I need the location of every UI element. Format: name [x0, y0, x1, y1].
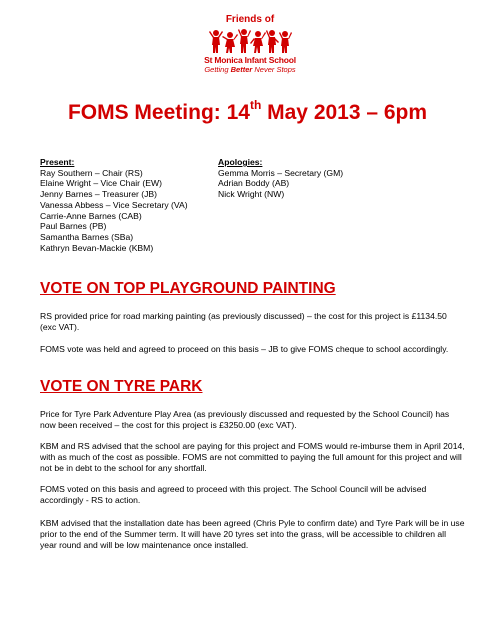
apologies-heading: Apologies:	[218, 157, 263, 167]
attendee: Ray Southern – Chair (RS)	[40, 167, 143, 178]
logo-tagline	[190, 65, 310, 74]
logo-friends-of: Friends of	[225, 14, 275, 25]
tagline-bold: Better	[230, 65, 253, 74]
attendee: Samantha Barnes (SBa)	[40, 231, 134, 242]
title-main: FOMS Meeting: 14	[67, 101, 250, 124]
meeting-title	[0, 100, 495, 126]
title-date-time: May 2013 – 6pm	[261, 101, 428, 124]
tagline-prefix: Getting	[204, 65, 231, 74]
children-silhouette-icon	[208, 28, 292, 54]
attendee: Jenny Barnes – Treasurer (JB)	[40, 189, 158, 200]
paragraph: FOMS vote was held and agreed to proceed on this basis – JB to give FOMS cheque to school accordingly.	[40, 344, 449, 354]
attendee: Paul Barnes (PB)	[40, 221, 107, 232]
attendee: Elaine Wright – Vice Chair (EW)	[40, 178, 162, 189]
paragraph: Price for Tyre Park Adventure Play Area (as previously discussed and requested by the School Council) has now been received – the cost for this project is £3250.00 (exc VAT).	[40, 409, 450, 430]
section-heading-tyre-park: VOTE ON TYRE PARK	[40, 378, 203, 395]
apology: Nick Wright (NW)	[218, 189, 285, 200]
logo-school-name: St Monica Infant School	[204, 55, 296, 65]
present-heading: Present:	[40, 157, 75, 167]
school-logo	[190, 14, 310, 96]
title-superscript: th	[249, 98, 262, 112]
section-heading-playground-painting: VOTE ON TOP PLAYGROUND PAINTING	[40, 280, 336, 297]
paragraph: FOMS voted on this basis and agreed to proceed with this project. The School Council will be advised accordingly - RS to action.	[40, 484, 427, 505]
apology: Adrian Boddy (AB)	[218, 178, 290, 189]
attendee: Kathryn Bevan-Mackie (KBM)	[40, 242, 154, 253]
paragraph: KBM and RS advised that the school are paying for this project and FOMS would re-imburse them in April 2014, with as much of the cost as possible. FOMS are not committed to paying the full amount for this project and will not be in debt to the school for any shortfall.	[40, 441, 465, 473]
present-list	[40, 157, 188, 253]
apology: Gemma Morris – Secretary (GM)	[218, 167, 344, 178]
attendee: Carrie-Anne Barnes (CAB)	[40, 210, 142, 221]
attendee: Vanessa Abbess – Vice Secretary (VA)	[40, 199, 188, 210]
paragraph: KBM advised that the installation date has been agreed (Chris Pyle to confirm date) and Tyre Park will be in use prior to the end of the Summer term. It will have 20 tyres set into the grass, will be accessible to children all year round and will be low maintenance once installed.	[40, 518, 465, 550]
paragraph: RS provided price for road marking painting (as previously discussed) – the cost for this project is £1134.50 (exc VAT).	[40, 311, 447, 332]
tagline-suffix: Never Stops	[252, 65, 296, 74]
apologies-list	[218, 157, 343, 200]
